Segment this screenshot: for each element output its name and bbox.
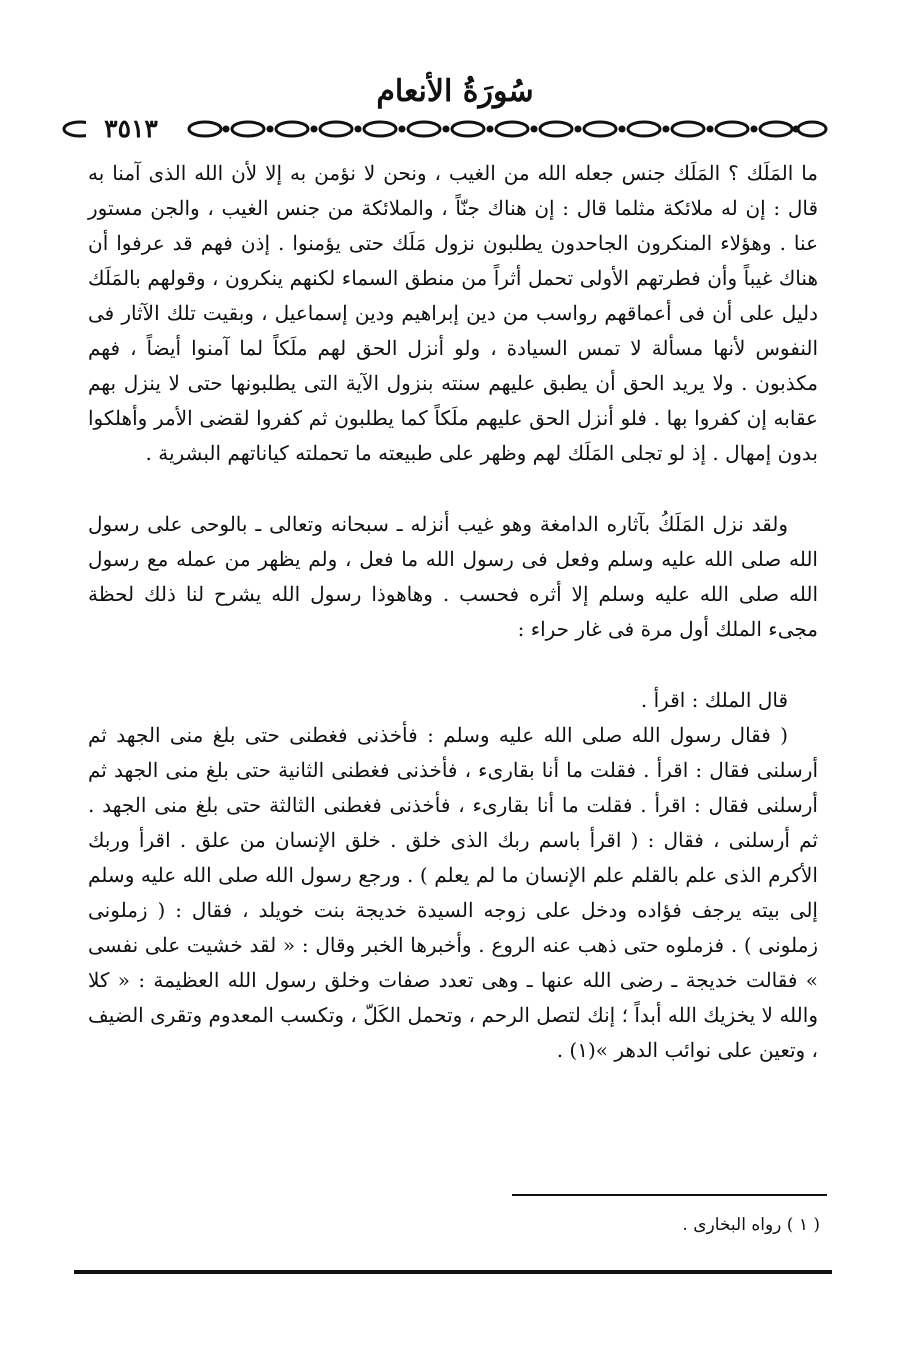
page-number: ٣٥١٣ (86, 114, 176, 144)
surah-title: سُورَةُ الأنعام (376, 74, 534, 109)
bottom-rule (74, 1270, 832, 1274)
footnote: ( ١ ) رواه البخارى . (682, 1215, 820, 1235)
paragraph-3: قال الملك : اقرأ . (640, 688, 788, 712)
paragraph-spacer (88, 471, 818, 507)
footnote-divider (512, 1194, 827, 1196)
main-text (88, 156, 818, 1068)
paragraph-2: ولقد نزل المَلَكُ بآثاره الدامغة وهو غيب أنزله ـ سبحانه وتعالى ـ بالوحى على رسول الله صلى الله عليه وسلم وفعل فى رسول الله ما فعل ، ولم يظهر من عمله مع رسول الله صلى الله عليه وسلم إلا أثره فحسب . وهاهوذا رسول الله يشرح لنا ذلك لحظة مجىء الملك أول مرة فى غار حراء : (88, 512, 818, 641)
paragraph-spacer (88, 647, 818, 683)
paragraph-1: ما المَلَك ؟ المَلَك جنس جعله الله من الغيب ، ونحن لا نؤمن به إلا لأن الله الذى آمنا به قال : إن له ملائكة مثلما قال : إن هناك جنّاً ، والملائكة من جنس الغيب ، والجن مستور عنا . وهؤلاء المنكرون الجاحدون يطلبون نزول مَلَك حتى يؤمنوا . إذن فهم قد عرفوا أن هناك غيباً وأن فطرتهم الأولى تحمل أثراً من منطق السماء لكنهم ينكرون ، وقولهم بالمَلَك دليل على أن فى أعماقهم رواسب من دين إبراهيم ودين إسماعيل ، وبقيت تلك الآثار فى النفوس لأنها مسألة لا تمس السيادة ، ولو أنزل الحق لهم ملَكاً لما آمنوا أيضاً ، فهم مكذبون . ولا يريد الحق أن يطبق عليهم سنته بنزول الآية التى يطلبونها حتى لا ينزل بهم عقابه إن كفروا بها . فلو أنزل الحق عليهم ملَكاً كما يطلبون ثم كفروا لقضى الأمر وأهلكوا بدون إمهال . إذ لو تجلى المَلَك لهم وظهر على طبيعته ما تحملته كياناتهم البشرية . (88, 161, 818, 465)
paragraph-4: ( فقال رسول الله صلى الله عليه وسلم : فأخذنى فغطنى حتى بلغ منى الجهد ثم أرسلنى فقال : اقرأ . فقلت ما أنا بقارىء ، فأخذنى فغطنى الثانية حتى بلغ منى الجهد ثم أرسلنى فقال : اقرأ . فقلت ما أنا بقارىء ، فأخذنى فغطنى الثالثة حتى بلغ منى الجهد . ثم أرسلنى ، فقال : ( اقرأ باسم ربك الذى خلق . خلق الإنسان من علق . اقرأ وربك الأكرم الذى علم بالقلم علم الإنسان ما لم يعلم ) . ورجع رسول الله صلى الله عليه وسلم إلى بيته يرجف فؤاده ودخل على زوجه السيدة خديجة بنت خويلد ، فقال : ( زملونى زملونى ) . فزملوه حتى ذهب عنه الروع . وأخبرها الخبر وقال : « لقد خشيت على نفسى » فقالت خديجة ـ رضى الله عنها ـ وهى تعدد صفات وخلق رسول الله العظيمة : « كلا والله لا يخزيك الله أبداً ؛ إنك لتصل الرحم ، وتحمل الكَلّ ، وتكسب المعدوم وتقرى الضيف ، وتعين على نوائب الدهر »(١) . (88, 723, 818, 1062)
